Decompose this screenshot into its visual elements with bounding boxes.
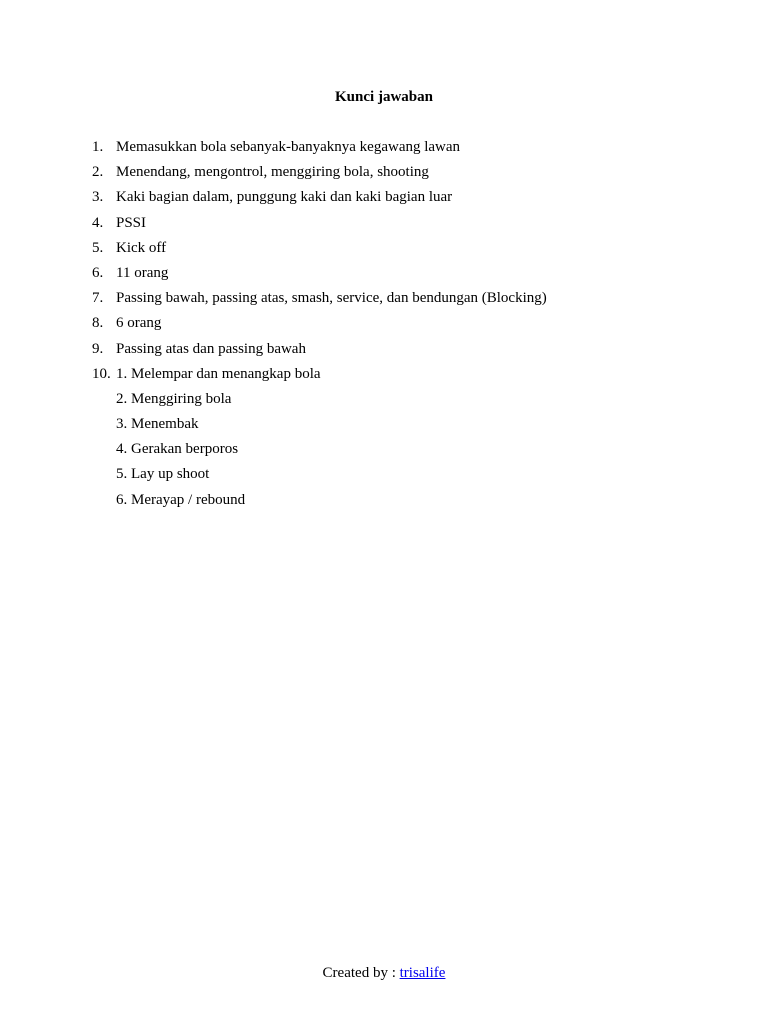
item-text: Menendang, mengontrol, menggiring bola, shooting bbox=[116, 164, 429, 181]
list-item bbox=[92, 287, 692, 312]
page-title: Kunci jawaban bbox=[335, 89, 433, 105]
item-text: 4. Gerakan berporos bbox=[116, 441, 239, 458]
item-number: 9. bbox=[92, 340, 104, 357]
item-number: 6. bbox=[92, 264, 104, 281]
item-text: Kaki bagian dalam, punggung kaki dan kaki bagian luar bbox=[116, 189, 453, 206]
item-text: 1. Melempar dan menangkap bola bbox=[116, 365, 321, 382]
item-text: PSSI bbox=[116, 214, 147, 231]
item-number: 10. bbox=[92, 365, 111, 382]
item-number: 2. bbox=[92, 164, 104, 181]
list-item bbox=[92, 312, 692, 337]
answer-list bbox=[92, 136, 692, 514]
list-item bbox=[92, 463, 692, 488]
item-text: 6 orang bbox=[116, 315, 162, 332]
list-item bbox=[92, 212, 692, 237]
item-text: 11 orang bbox=[116, 264, 169, 281]
item-text: 5. Lay up shoot bbox=[116, 466, 210, 483]
item-text: 2. Menggiring bola bbox=[116, 390, 232, 407]
item-text: Passing atas dan passing bawah bbox=[116, 340, 306, 357]
list-item bbox=[92, 413, 692, 438]
item-number: 4. bbox=[92, 214, 104, 231]
item-number: 7. bbox=[92, 290, 104, 307]
item-text: 3. Menembak bbox=[116, 416, 199, 433]
item-number: 3. bbox=[92, 189, 104, 206]
list-item bbox=[92, 161, 692, 186]
list-item bbox=[92, 388, 692, 413]
list-item bbox=[92, 237, 692, 262]
item-text: Passing bawah, passing atas, smash, service, dan bendungan (Blocking) bbox=[116, 290, 547, 307]
list-item bbox=[92, 186, 692, 211]
list-item bbox=[92, 438, 692, 463]
list-item bbox=[92, 136, 692, 161]
list-item bbox=[92, 363, 692, 388]
item-text: Kick off bbox=[116, 239, 167, 256]
list-item bbox=[92, 489, 692, 514]
item-text: 6. Merayap / rebound bbox=[116, 491, 246, 508]
item-text: Memasukkan bola sebanyak-banyaknya kegawang lawan bbox=[116, 139, 461, 155]
footer bbox=[0, 962, 768, 984]
item-number: 8. bbox=[92, 315, 104, 332]
list-item bbox=[92, 262, 692, 287]
list-item bbox=[92, 338, 692, 363]
item-number: 1. bbox=[92, 139, 104, 155]
footer-prefix: Created by : bbox=[322, 965, 400, 981]
item-number: 5. bbox=[92, 239, 104, 256]
creator-link[interactable]: trisalife bbox=[399, 965, 446, 981]
